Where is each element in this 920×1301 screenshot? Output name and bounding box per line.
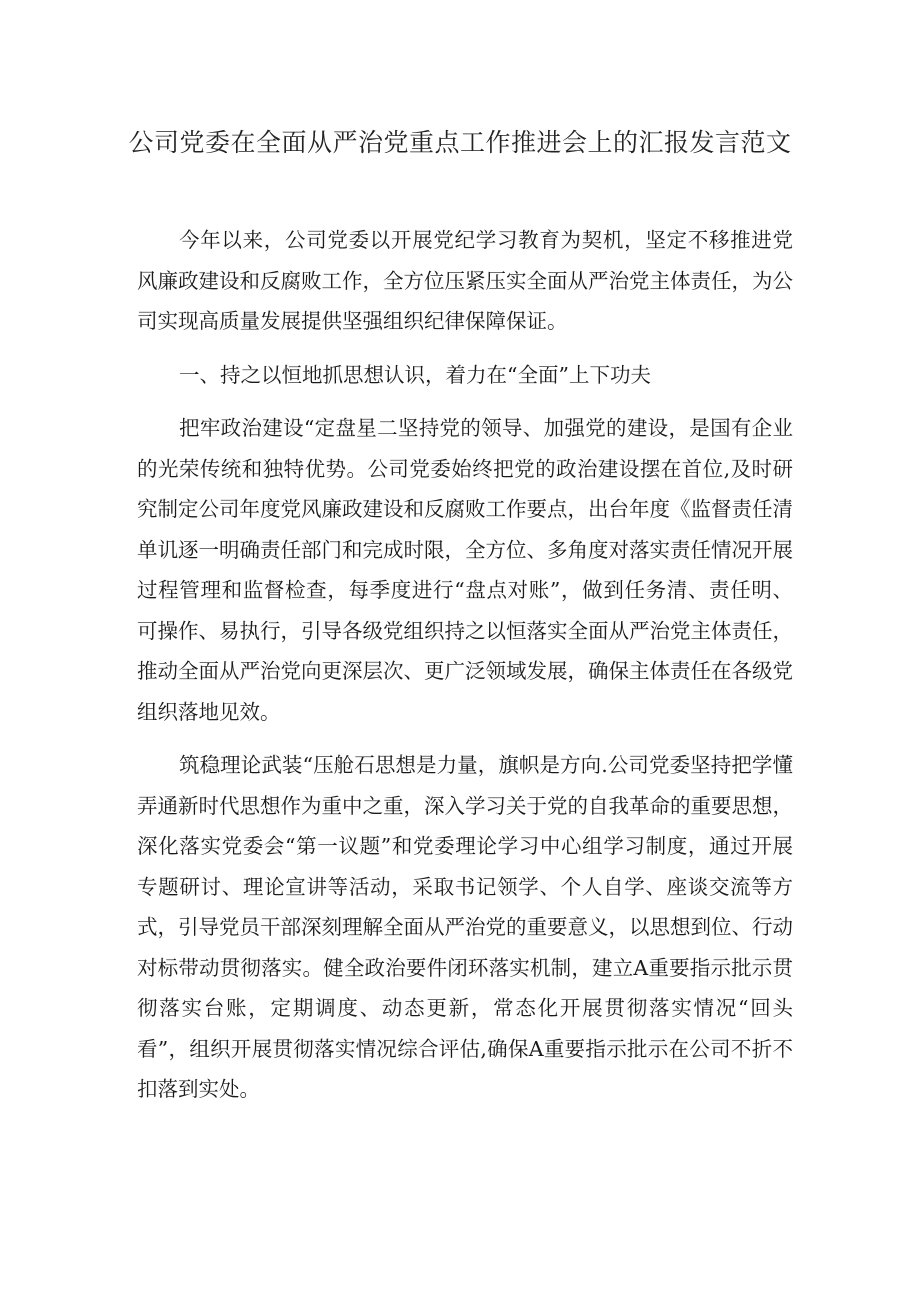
intro-paragraph: 今年以来，公司党委以开展党纪学习教育为契机，坚定不移推进党风廉政建设和反腐败工作，全方位压紧压实全面从严治党主体责任，为公司实现高质量发展提供坚强组织纪律保障保证。 — [137, 228, 793, 333]
document-title: 公司党委在全面从严治党重点工作推进会上的汇报发言范文 — [128, 128, 792, 157]
body-paragraph-1: 把牢政治建设“定盘星二坚持党的领导、加强党的建设，是国有企业的光荣传统和独特优势。公司党委始终把党的政治建设摆在首位,及时研究制定公司年度党风廉政建设和反腐败工作要点，出台年度《监督责任清单讥逐一明确责任部门和完成时限，全方位、多角度对落实责任情况开展过程管理和监督检查，每季度进行“盘点对账”，做到任务清、责任明、可操作、易执行，引导各级党组织持之以恒落实全面从严治党主体责任，推动全面从严治党向更深层次、更广泛领域发展，确保主体责任在各级党组织落地见效。 — [137, 416, 793, 724]
body-paragraph-2: 筑稳理论武装“压舱石思想是力量，旗帜是方向.公司党委坚持把学懂弄通新时代思想作为重中之重，深入学习关于党的自我革命的重要思想，深化落实党委会“第一议题”和党委理论学习中心组学习制度，通过开展专题研讨、理论宣讲等活动，采取书记领学、个人自学、座谈交流等方式，引导党员干部深刻理解全面从严治党的重要意义，以思想到位、行动对标带动贯彻落实。健全政治要件闭环落实机制，建立A重要指示批示贯彻落实台账，定期调度、动态更新，常态化开展贯彻落实情况“回头看”，组织开展贯彻落实情况综合评估,确保A重要指示批示在公司不折不扣落到实处。 — [137, 753, 793, 1101]
document-body — [137, 220, 793, 1110]
section-heading: 一、持之以恒地抓思想认识，着力在“全面”上下功夫 — [179, 362, 651, 387]
